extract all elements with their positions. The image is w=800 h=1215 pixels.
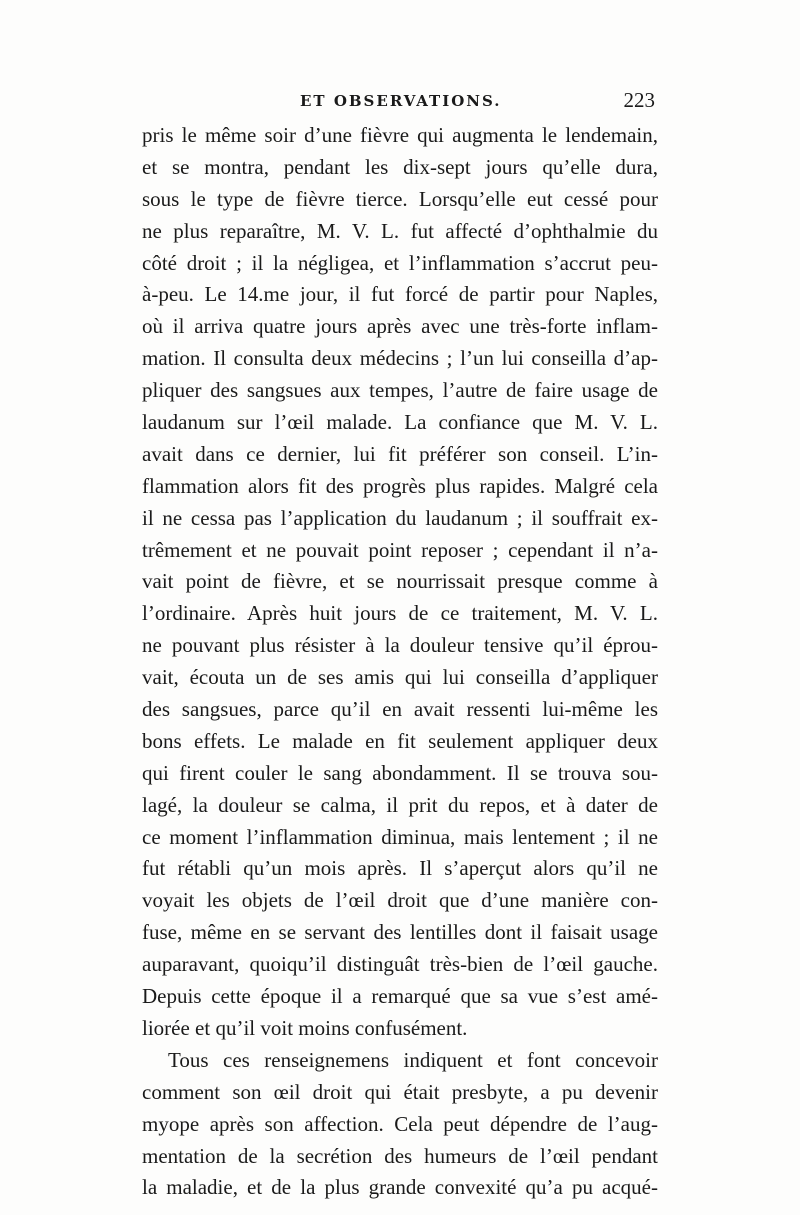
page-number: 223 bbox=[623, 88, 655, 112]
text-line: côté droit ; il la négligea, et l’inflammation s’accrut peu- bbox=[142, 250, 658, 275]
text-line: pliquer des sangsues aux tempes, l’autre de faire usage de bbox=[142, 378, 658, 403]
text-line: la maladie, et de la plus grande convexité qu’a pu acqué- bbox=[142, 1175, 658, 1200]
text-line: auparavant, quoiqu’il distinguât très-bien de l’œil gauche. bbox=[142, 952, 658, 977]
text-line: il ne cessa pas l’application du laudanum ; il souffrait ex- bbox=[142, 505, 658, 530]
text-line: myope après son affection. Cela peut dépendre de l’aug- bbox=[142, 1111, 658, 1136]
text-line: mentation de la secrétion des humeurs de l’œil pendant bbox=[142, 1143, 658, 1168]
text-line: des sangsues, parce qu’il en avait ressenti lui-même les bbox=[142, 697, 658, 722]
body-text bbox=[142, 120, 658, 1204]
text-line: où il arriva quatre jours après avec une très-forte inflam- bbox=[142, 314, 658, 339]
text-line: et se montra, pendant les dix-sept jours qu’elle dura, bbox=[142, 154, 658, 179]
text-line: sous le type de fièvre tierce. Lorsqu’elle eut cessé pour bbox=[142, 186, 658, 211]
text-line: vait point de fièvre, et se nourrissait presque comme à bbox=[142, 569, 658, 594]
text-line: voyait les objets de l’œil droit que d’une manière con- bbox=[142, 888, 658, 913]
text-line: ne plus reparaître, M. V. L. fut affecté d’ophthalmie du bbox=[142, 218, 658, 243]
text-line-paragraph-end: liorée et qu’il voit moins confusément. bbox=[142, 1015, 468, 1040]
text-line: fuse, même en se servant des lentilles dont il faisait usage bbox=[142, 920, 658, 945]
text-line: bons effets. Le malade en fit seulement appliquer deux bbox=[142, 728, 658, 753]
text-line: mation. Il consulta deux médecins ; l’un lui conseilla d’ap- bbox=[142, 346, 658, 371]
text-line: comment son œil droit qui était presbyte, a pu devenir bbox=[142, 1079, 658, 1104]
text-line: flammation alors fit des progrès plus rapides. Malgré cela bbox=[142, 473, 658, 498]
text-line: l’ordinaire. Après huit jours de ce traitement, M. V. L. bbox=[142, 601, 658, 626]
running-head bbox=[140, 88, 655, 116]
running-title: ET OBSERVATIONS. bbox=[300, 92, 502, 110]
text-line-paragraph-start: Tous ces renseignemens indiquent et font concevoir bbox=[168, 1047, 658, 1072]
text-line: vait, écouta un de ses amis qui lui conseilla d’appliquer bbox=[142, 665, 658, 690]
text-line: lagé, la douleur se calma, il prit du repos, et à dater de bbox=[142, 792, 658, 817]
text-line: fut rétabli qu’un mois après. Il s’aperçut alors qu’il ne bbox=[142, 856, 658, 881]
text-line: Depuis cette époque il a remarqué que sa vue s’est amé- bbox=[142, 984, 658, 1009]
text-line: ce moment l’inflammation diminua, mais lentement ; il ne bbox=[142, 824, 658, 849]
text-line: à-peu. Le 14.me jour, il fut forcé de partir pour Naples, bbox=[142, 282, 658, 307]
text-line: pris le même soir d’une fièvre qui augmenta le lendemain, bbox=[142, 123, 658, 147]
text-line: laudanum sur l’œil malade. La confiance que M. V. L. bbox=[142, 410, 658, 435]
text-line: ne pouvant plus résister à la douleur tensive qu’il éprou- bbox=[142, 633, 658, 658]
text-line: trêmement et ne pouvait point reposer ; cependant il n’a- bbox=[142, 537, 658, 562]
text-line: qui firent couler le sang abondamment. Il se trouva sou- bbox=[142, 760, 658, 785]
text-line: avait dans ce dernier, lui fit préférer son conseil. L’in- bbox=[142, 441, 658, 466]
